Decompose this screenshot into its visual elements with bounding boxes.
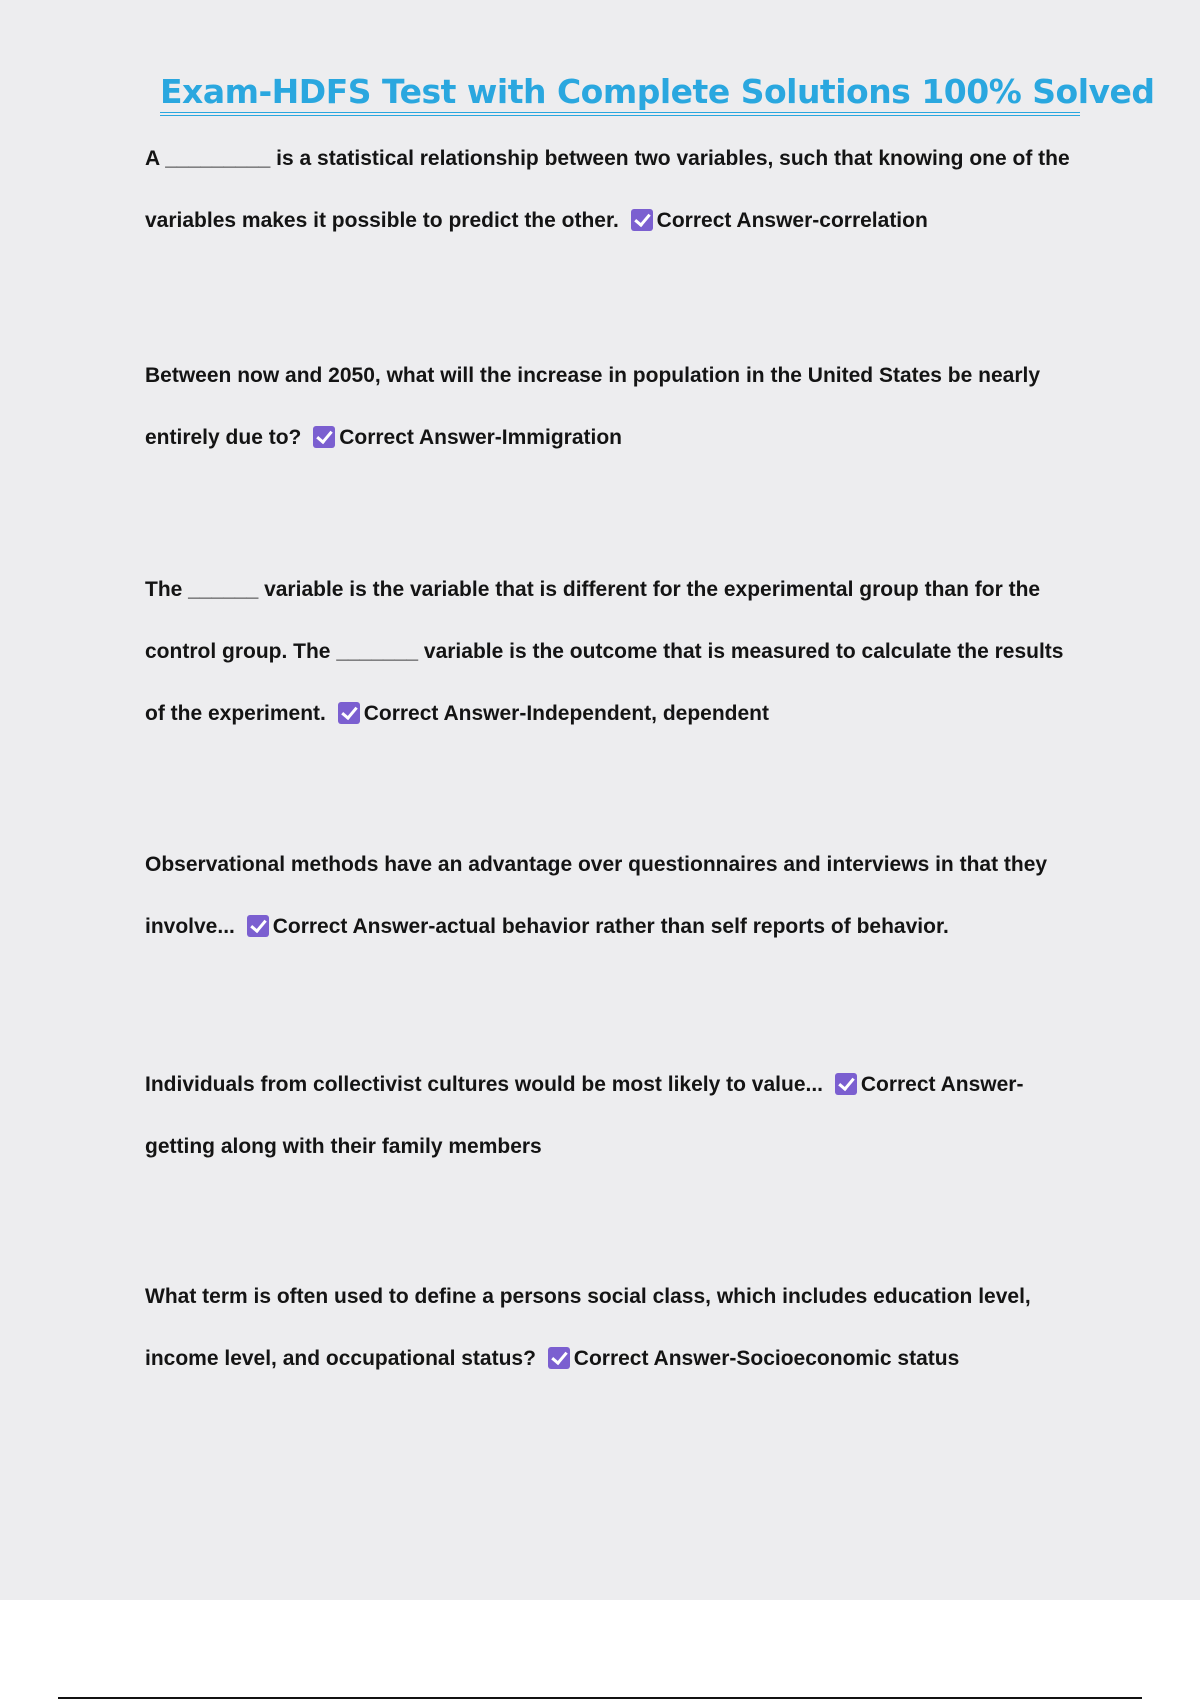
checkbox-checked-icon bbox=[313, 426, 335, 448]
checkbox-checked-icon bbox=[548, 1347, 570, 1369]
answer-text: Correct Answer-getting along with their family members bbox=[145, 1073, 1024, 1158]
question-text: Observational methods have an advantage over questionnaires and interviews in that they involve... bbox=[145, 853, 1048, 938]
qa-item-4 bbox=[145, 834, 1085, 958]
answer-text: Correct Answer-Socioeconomic status bbox=[573, 1347, 960, 1370]
qa-item-5 bbox=[145, 1054, 1085, 1178]
document-title: Exam-HDFS Test with Complete Solutions 100% Solved bbox=[160, 74, 1080, 116]
answer-text: Correct Answer-correlation bbox=[656, 209, 928, 232]
answer-text: Correct Answer-Immigration bbox=[339, 426, 622, 449]
question-text: Individuals from collectivist cultures would be most likely to value... bbox=[145, 1073, 823, 1096]
qa-item-6 bbox=[145, 1266, 1085, 1390]
question-text: What term is often used to define a persons social class, which includes education level, income level, and occupational status? bbox=[145, 1285, 1031, 1370]
footer-divider bbox=[58, 1697, 1142, 1699]
qa-item-2 bbox=[145, 345, 1085, 469]
checkbox-checked-icon bbox=[835, 1073, 857, 1095]
checkbox-checked-icon bbox=[247, 915, 269, 937]
qa-item-1 bbox=[145, 128, 1085, 252]
answer-text: Correct Answer-actual behavior rather than self reports of behavior. bbox=[272, 915, 949, 938]
question-text: A _________ is a statistical relationship between two variables, such that knowing one of the variables makes it possible to predict the other. bbox=[145, 147, 1070, 232]
question-text: The ______ variable is the variable that is different for the experimental group than for the control group. The _______ variable is the outcome that is measured to calculate the results of the experiment. bbox=[145, 578, 1064, 725]
checkbox-checked-icon bbox=[631, 209, 653, 231]
answer-text: Correct Answer-Independent, dependent bbox=[363, 702, 769, 725]
qa-item-3 bbox=[145, 559, 1085, 745]
question-text: Between now and 2050, what will the increase in population in the United States be nearly entirely due to? bbox=[145, 364, 1041, 449]
checkbox-checked-icon bbox=[338, 702, 360, 724]
